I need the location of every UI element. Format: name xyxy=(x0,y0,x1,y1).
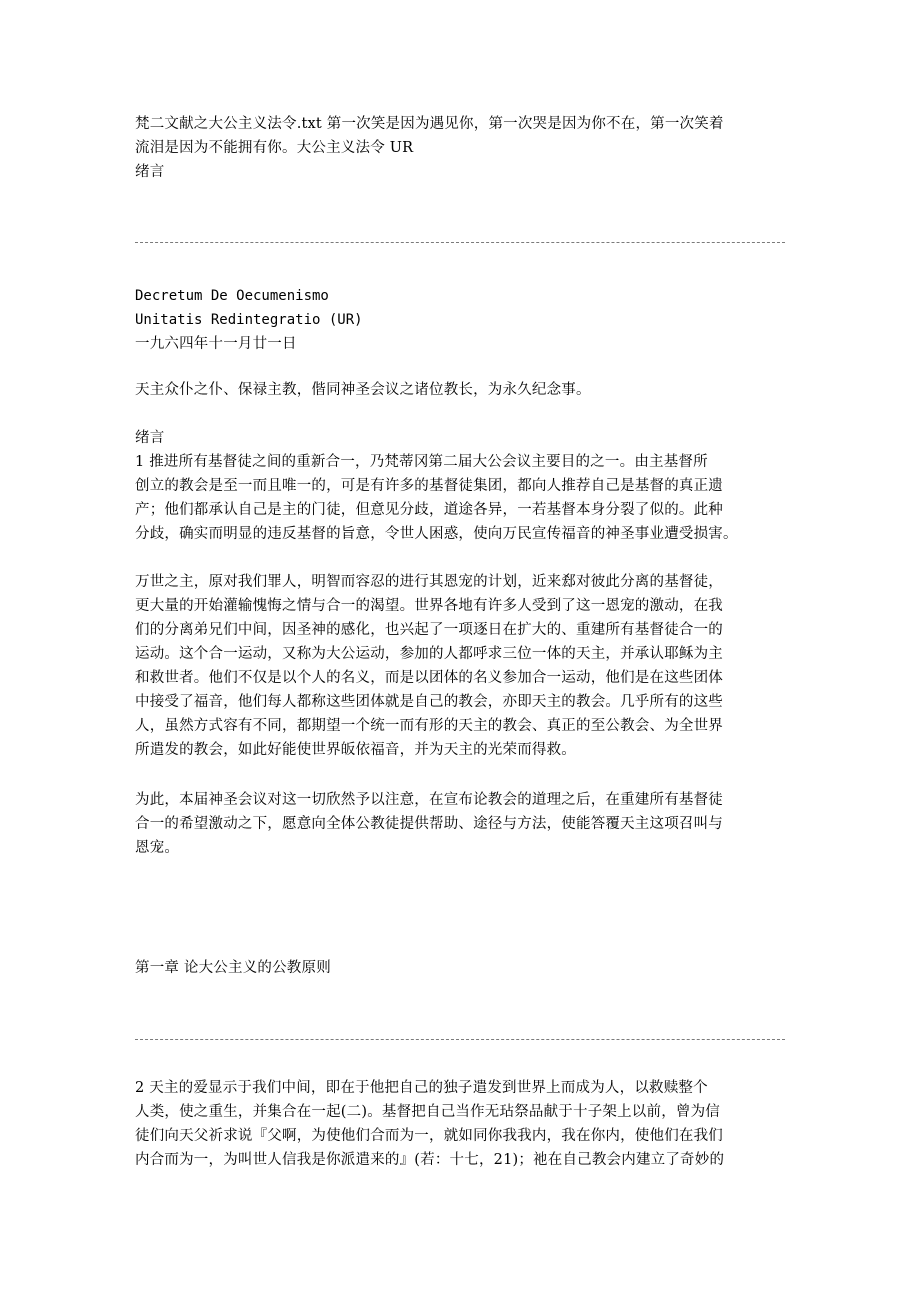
para2-line-4: 运动。这个合一运动，又称为大公运动，参加的人都呼求三位一体的天主，并承认耶稣为主 xyxy=(135,646,723,662)
para1-line-2: 创立的教会是至一而且唯一的，可是有许多的基督徒集团，都向人推荐自己是基督的真正遗 xyxy=(135,478,723,494)
para2-line-2: 更大量的开始灌输愧悔之情与合一的渴望。世界各地有许多人受到了这一恩宠的激动，在我 xyxy=(135,598,723,614)
para4-line-3: 徒们向天父祈求说『父啊，为使他们合而为一，就如同你我我内，我在你内，使他们在我们 xyxy=(135,1128,723,1144)
salutation: 天主众仆之仆、保禄主教，偕同神圣会议之诸位教长，为永久纪念事。 xyxy=(135,382,591,398)
para2-line-7: 人，虽然方式容有不同，都期望一个统一而有形的天主的教会、真正的至公教会、为全世界 xyxy=(135,718,723,734)
para4-line-1: 2 天主的爱显示于我们中间，即在于他把自己的独子遣发到世界上而成为人，以救赎整个 xyxy=(135,1080,708,1096)
divider-1 xyxy=(135,242,785,243)
para3-line-2: 合一的希望激动之下，愿意向全体公教徒提供帮助、途径与方法，使能答覆天主这项召叫与 xyxy=(135,816,723,832)
latin-subtitle: Unitatis Redintegratio (UR) xyxy=(135,312,363,328)
para1-line-1: 1 推进所有基督徒之间的重新合一，乃梵蒂冈第二届大公会议主要目的之一。由主基督所 xyxy=(135,454,708,470)
header-line-1: 梵二文献之大公主义法令.txt 第一次笑是因为遇见你，第一次哭是因为你不在，第一次笑着 xyxy=(135,116,724,132)
intro-heading: 绪言 xyxy=(135,430,165,446)
para3-line-1: 为此，本届神圣会议对这一切欣然予以注意，在宣布论教会的道理之后，在重建所有基督徒 xyxy=(135,792,723,808)
latin-title: Decretum De Oecumenismo xyxy=(135,288,329,304)
para4-line-2: 人类，使之重生，并集合在一起(二)。基督把自己当作无玷祭品献于十子架上以前，曾为信 xyxy=(135,1104,721,1120)
para2-line-1: 万世之主，原对我们罪人，明智而容忍的进行其恩宠的计划，近来郄对彼此分离的基督徒， xyxy=(135,574,723,590)
para3-line-3: 恩宠。 xyxy=(135,840,180,856)
para4-line-4: 内合而为一，为叫世人信我是你派遣来的』(若：十七，21)；祂在自己教会内建立了奇妙的 xyxy=(135,1152,725,1168)
header-line-2: 流泪是因为不能拥有你。大公主义法令 UR xyxy=(135,140,414,156)
para2-line-3: 们的分离弟兄们中间，因圣神的感化，也兴起了一项逐日在扩大的、重建所有基督徒合一的 xyxy=(135,622,723,638)
para2-line-5: 和救世者。他们不仅是以个人的名义，而是以团体的名义参加合一运动，他们是在这些团体 xyxy=(135,670,723,686)
header-line-3: 绪言 xyxy=(135,164,165,180)
para2-line-6: 中接受了福音，他们每人都称这些团体就是自己的教会，亦即天主的教会。几乎所有的这些 xyxy=(135,694,723,710)
para1-line-4: 分歧，确实而明显的违反基督的旨意，令世人困惑，使向万民宣传福音的神圣事业遭受损害。 xyxy=(135,526,738,542)
decree-date: 一九六四年十一月廿一日 xyxy=(135,336,297,352)
chapter-1-heading: 第一章 论大公主义的公教原则 xyxy=(135,960,331,976)
para2-line-8: 所遣发的教会，如此好能使世界皈依福音，并为天主的光荣而得救。 xyxy=(135,742,576,758)
para1-line-3: 产；他们都承认自己是主的门徒，但意见分歧，道途各异，一若基督本身分裂了似的。此种 xyxy=(135,502,723,518)
divider-2 xyxy=(135,1039,785,1040)
